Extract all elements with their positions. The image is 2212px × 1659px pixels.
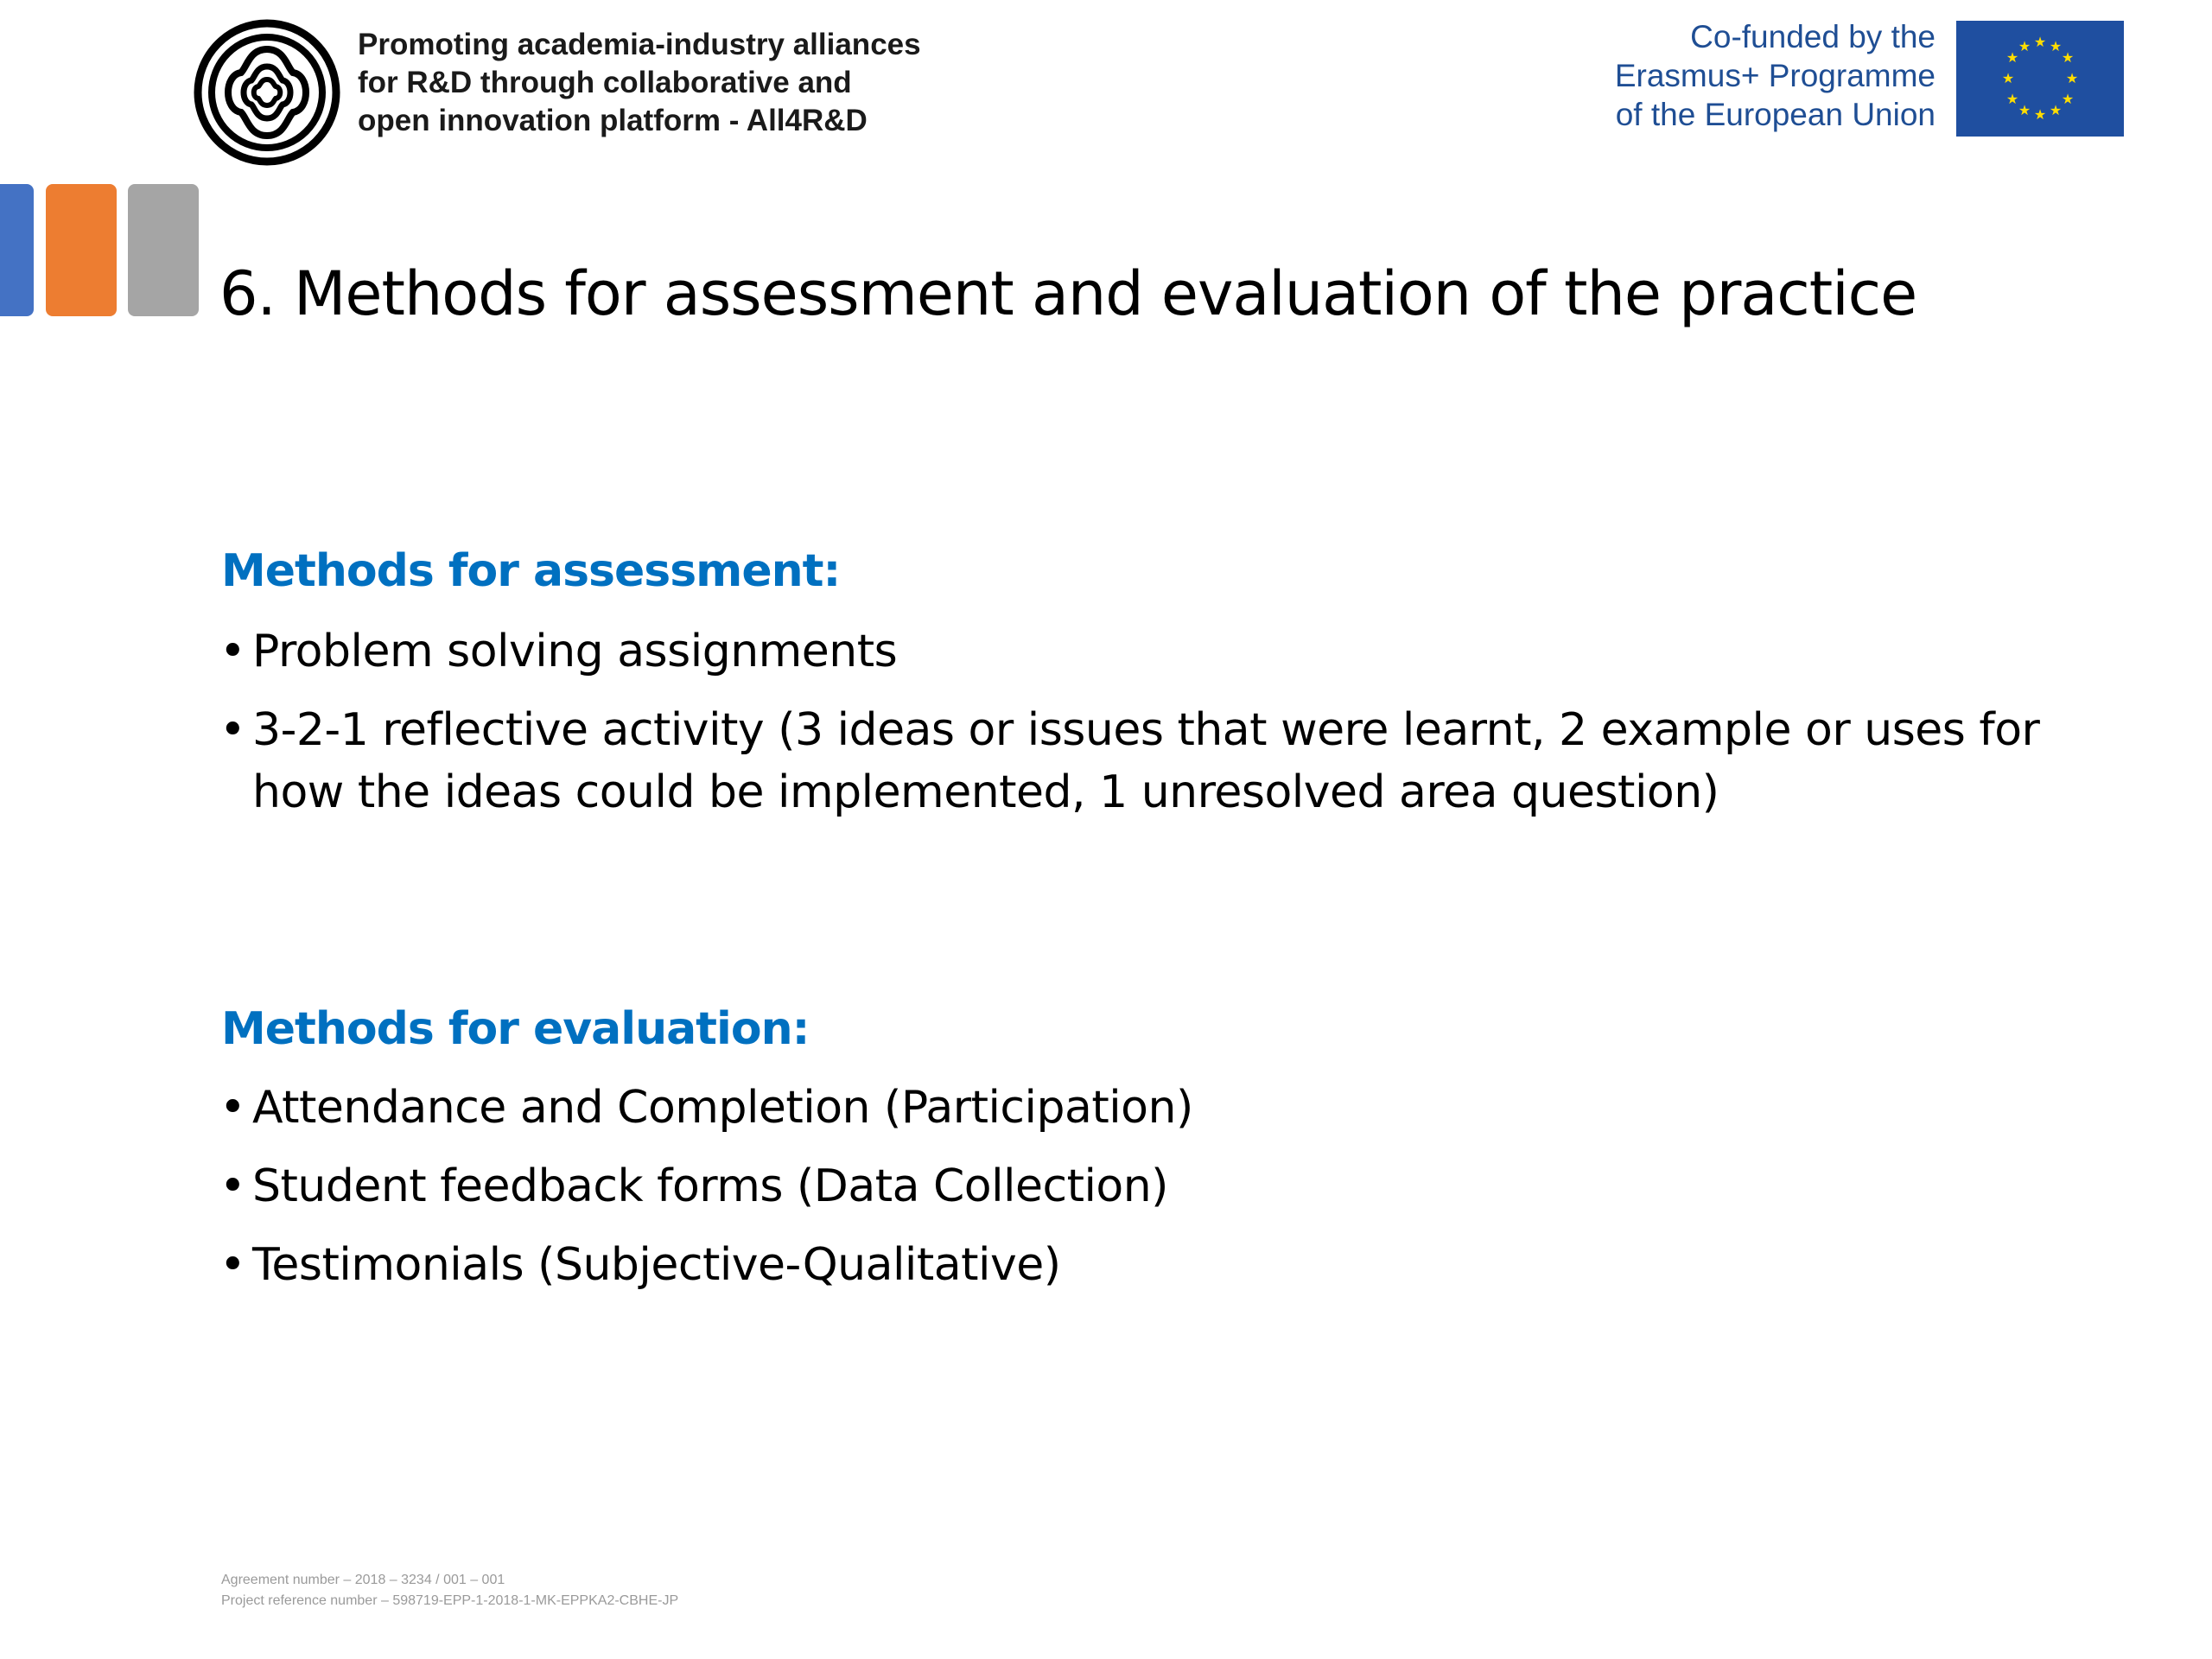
list-item: • Student feedback forms (Data Collection) [219, 1155, 2094, 1217]
svg-text:★: ★ [2018, 102, 2031, 118]
svg-text:★: ★ [2005, 49, 2019, 66]
svg-text:★: ★ [2033, 106, 2047, 123]
svg-text:★: ★ [2061, 91, 2075, 107]
section-heading-assessment: Methods for assessment: [221, 545, 841, 597]
footer [221, 1570, 678, 1611]
eu-funding-line: Co-funded by the [1690, 19, 1936, 54]
svg-text:★: ★ [2033, 34, 2047, 50]
list-item: • Problem solving assignments [219, 620, 2094, 683]
list-item: • 3-2-1 reflective activity (3 ideas or issues that were learnt, 2 example or uses for how the ideas could be implemented, 1 unresolved area question) [219, 699, 2094, 823]
agreement-number: Agreement number – 2018 – 3234 / 001 – 001 [221, 1573, 505, 1587]
slide-title: 6. Methods for assessment and evaluation of the practice [219, 258, 1917, 329]
assessment-list [219, 620, 2094, 840]
eu-funding-text [1615, 17, 1936, 134]
decorative-bar-blue [0, 184, 34, 316]
eu-flag-icon [1956, 21, 2124, 137]
section-heading-evaluation: Methods for evaluation: [221, 1003, 810, 1055]
list-item: • Attendance and Completion (Participation) [219, 1077, 2094, 1139]
all4rd-logo-icon [194, 19, 340, 166]
eu-funding-line: of the European Union [1615, 97, 1936, 132]
list-item: • Testimonials (Subjective-Qualitative) [219, 1234, 2094, 1296]
decorative-bar-gray [128, 184, 199, 316]
decorative-bar-orange [46, 184, 117, 316]
svg-text:★: ★ [2001, 70, 2015, 86]
project-title-line: Promoting academia-industry alliances [358, 28, 921, 61]
project-title-line: open innovation platform - All4R&D [358, 104, 868, 137]
project-title [358, 26, 1014, 140]
eu-funding-line: Erasmus+ Programme [1614, 58, 1936, 93]
svg-text:★: ★ [2061, 49, 2075, 66]
svg-text:★: ★ [2049, 102, 2063, 118]
project-reference-number: Project reference number – 598719-EPP-1-2018-1-MK-EPPKA2-CBHE-JP [221, 1593, 679, 1608]
evaluation-list [219, 1077, 2094, 1313]
svg-text:★: ★ [2018, 38, 2031, 54]
svg-text:★: ★ [2065, 70, 2079, 86]
project-title-line: for R&D through collaborative and [358, 66, 852, 99]
svg-text:★: ★ [2005, 91, 2019, 107]
svg-text:★: ★ [2049, 38, 2063, 54]
